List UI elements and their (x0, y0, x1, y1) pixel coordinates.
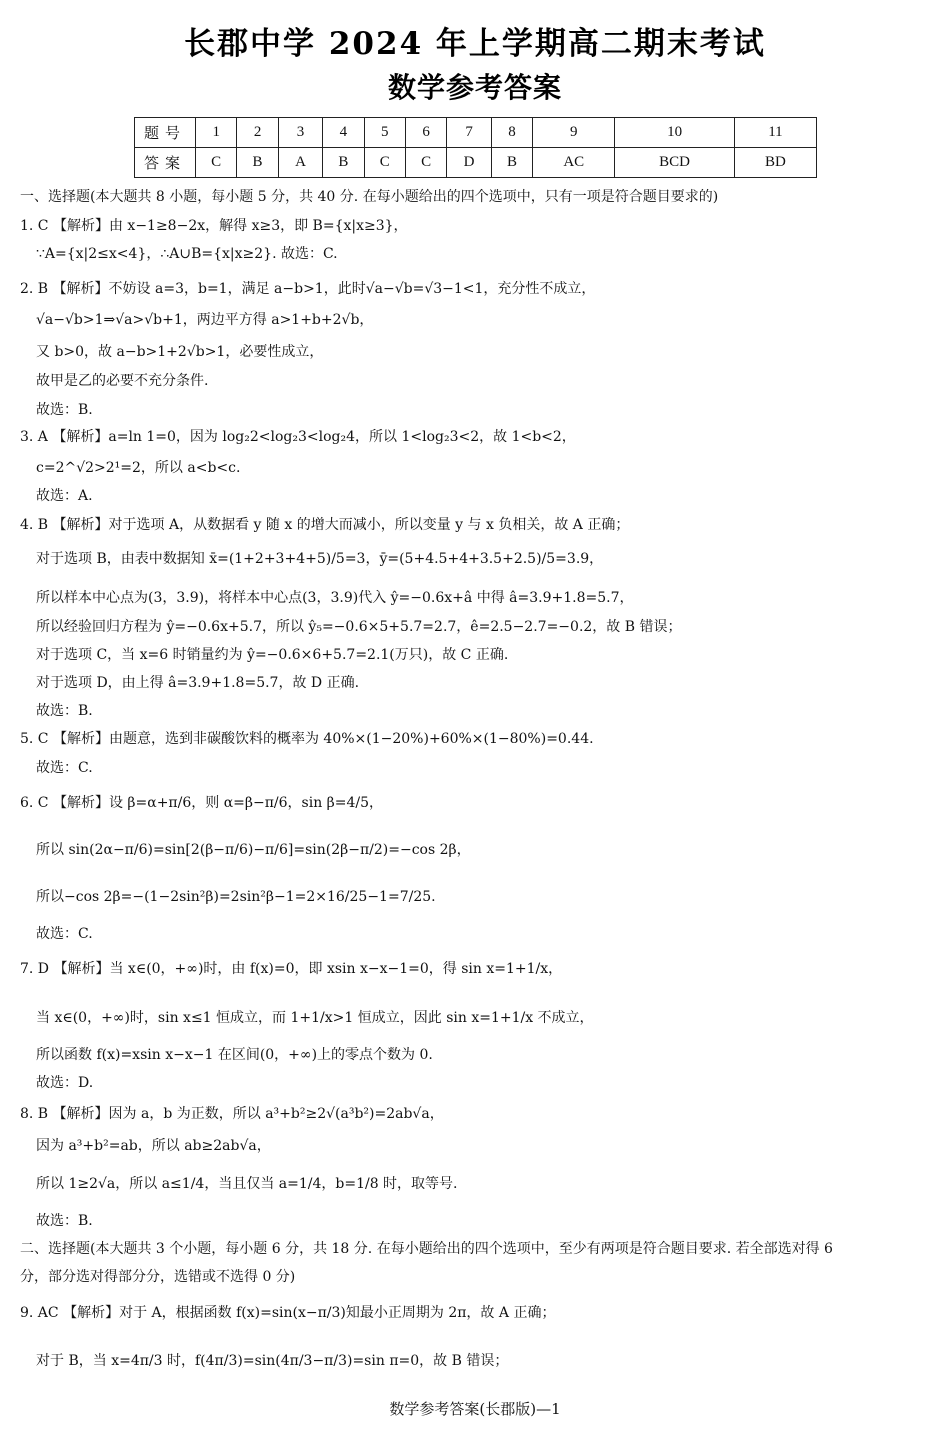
solution-line: 故选：B. (36, 1213, 93, 1229)
question-number: 8 (491, 118, 532, 148)
page-footer: 数学参考答案(长郡版)—1 (389, 1400, 561, 1418)
solution-line: √a−√b>1⇒√a>√b+1，两边平方得 a>1+b+2√b， (36, 312, 374, 328)
answer-cell: A (278, 148, 322, 178)
solution-line: 所以样本中心点为(3，3.9)，将样本中心点(3，3.9)代入 ŷ=−0.6x+â 中得 â=3.9+1.8=5.7， (36, 590, 634, 606)
question-number: 3 (278, 118, 322, 148)
answer-cell: BCD (615, 148, 735, 178)
solution-line: 故选：D. (36, 1075, 94, 1091)
question-number: 4 (323, 118, 364, 148)
question-number: 2 (237, 118, 278, 148)
solution-line: 对于选项 B，由表中数据知 x̄=(1+2+3+4+5)/5=3，ȳ=(5+4.5+4+3.5+2.5)/5=3.9， (36, 551, 604, 567)
solution-line: 5. C 【解析】由题意，选到非碳酸饮料的概率为 40%×(1−20%)+60%×(1−80%)=0.44. (20, 731, 594, 747)
question-number: 9 (533, 118, 615, 148)
question-number: 5 (364, 118, 405, 148)
solution-line: 对于选项 D，由上得 â=3.9+1.8=5.7，故 D 正确. (36, 675, 360, 691)
solution-line: ∵A={x|2≤x<4}，∴A∪B={x|x≥2}. 故选：C. (36, 246, 338, 262)
answer-cell: AC (533, 148, 615, 178)
solution-line: 6. C 【解析】设 β=α+π/6，则 α=β−π/6，sin β=4/5， (20, 795, 384, 811)
table-row-label: 题号 (135, 118, 196, 148)
answer-table-answer-row (135, 148, 817, 178)
solution-line: 当 x∈(0，+∞)时，sin x≤1 恒成立，而 1+1/x>1 恒成立，因此 sin x=1+1/x 不成立， (36, 1010, 594, 1026)
page-subtitle: 数学参考答案 (387, 71, 562, 104)
solution-line: 所以 1≥2√a，所以 a≤1/4，当且仅当 a=1/4，b=1/8 时，取等号. (36, 1176, 458, 1192)
solution-line: 故选：C. (36, 926, 93, 942)
solution-line: 又 b>0，故 a−b>1+2√b>1，必要性成立， (36, 344, 324, 360)
solution-line: 所以 sin(2α−π/6)=sin[2(β−π/6)−π/6]=sin(2β−π/2)=−cos 2β， (36, 842, 471, 858)
table-row-label: 答案 (135, 148, 196, 178)
solution-line: 对于 B，当 x=4π/3 时，f(4π/3)=sin(4π/3−π/3)=sin π=0，故 B 错误； (36, 1353, 509, 1369)
solution-line: 7. D 【解析】当 x∈(0，+∞)时，由 f(x)=0，即 xsin x−x−1=0，得 sin x=1+1/x， (20, 961, 563, 977)
question-number: 6 (405, 118, 446, 148)
solution-line: c=2^√2>2¹=2，所以 a<b<c. (36, 460, 241, 476)
answer-cell: BD (734, 148, 816, 178)
answer-cell: C (196, 148, 237, 178)
solution-line: 所以经验回归方程为 ŷ=−0.6x+5.7，所以 ŷ₅=−0.6×5+5.7=2.7，ê=2.5−2.7=−0.2，故 B 错误； (36, 619, 682, 635)
answer-cell: B (323, 148, 364, 178)
solution-line: 所以函数 f(x)=xsin x−x−1 在区间(0，+∞)上的零点个数为 0. (36, 1047, 433, 1063)
answer-table-number-row (135, 118, 817, 148)
solution-line: 所以−cos 2β=−(1−2sin²β)=2sin²β−1=2×16/25−1=7/25. (36, 889, 436, 905)
solution-line: 因为 a³+b²=ab，所以 ab≥2ab√a， (36, 1138, 271, 1154)
solution-line: 故选：B. (36, 703, 93, 719)
solution-line: 2. B 【解析】不妨设 a=3，b=1，满足 a−b>1，此时√a−√b=√3−1<1，充分性不成立， (20, 281, 596, 297)
question-number: 10 (615, 118, 735, 148)
answer-cell: B (237, 148, 278, 178)
section-heading: 一、选择题(本大题共 8 小题，每小题 5 分，共 40 分. 在每小题给出的四个选项中，只有一项是符合题目要求的) (20, 189, 719, 205)
solution-line: 8. B 【解析】因为 a，b 为正数，所以 a³+b²≥2√(a³b²)=2ab√a， (20, 1106, 444, 1122)
solution-line: 故选：C. (36, 760, 93, 776)
question-number: 1 (196, 118, 237, 148)
solution-line: 故选：B. (36, 402, 93, 418)
answer-cell: B (491, 148, 532, 178)
solution-line: 故选：A. (36, 488, 93, 504)
solution-line: 3. A 【解析】a=ln 1=0，因为 log₂2<log₂3<log₂4，所以 1<log₂3<2，故 1<b<2， (20, 429, 576, 445)
answer-cell: D (447, 148, 491, 178)
section-heading: 二、选择题(本大题共 3 个小题，每小题 6 分，共 18 分. 在每小题给出的四个选项中，至少有两项是符合题目要求. 若全部选对得 6 (20, 1241, 833, 1257)
solution-line: 4. B 【解析】对于选项 A，从数据看 y 随 x 的增大而减小，所以变量 y 与 x 负相关，故 A 正确； (20, 517, 630, 533)
solution-line: 对于选项 C，当 x=6 时销量约为 ŷ=−0.6×6+5.7=2.1(万只)，故 C 正确. (36, 647, 509, 663)
question-number: 7 (447, 118, 491, 148)
answer-table (134, 117, 817, 178)
exam-title: 长郡中学 2024 年上学期高二期末考试 (184, 26, 766, 62)
solution-line: 故甲是乙的必要不充分条件. (36, 373, 209, 389)
answer-cell: C (364, 148, 405, 178)
section-heading: 分，部分选对得部分分，选错或不选得 0 分) (20, 1269, 296, 1285)
solution-line: 9. AC 【解析】对于 A，根据函数 f(x)=sin(x−π/3)知最小正周期为 2π，故 A 正确； (20, 1305, 556, 1321)
answer-cell: C (405, 148, 446, 178)
solution-line: 1. C 【解析】由 x−1≥8−2x，解得 x≥3，即 B={x|x≥3}， (20, 218, 408, 234)
question-number: 11 (734, 118, 816, 148)
